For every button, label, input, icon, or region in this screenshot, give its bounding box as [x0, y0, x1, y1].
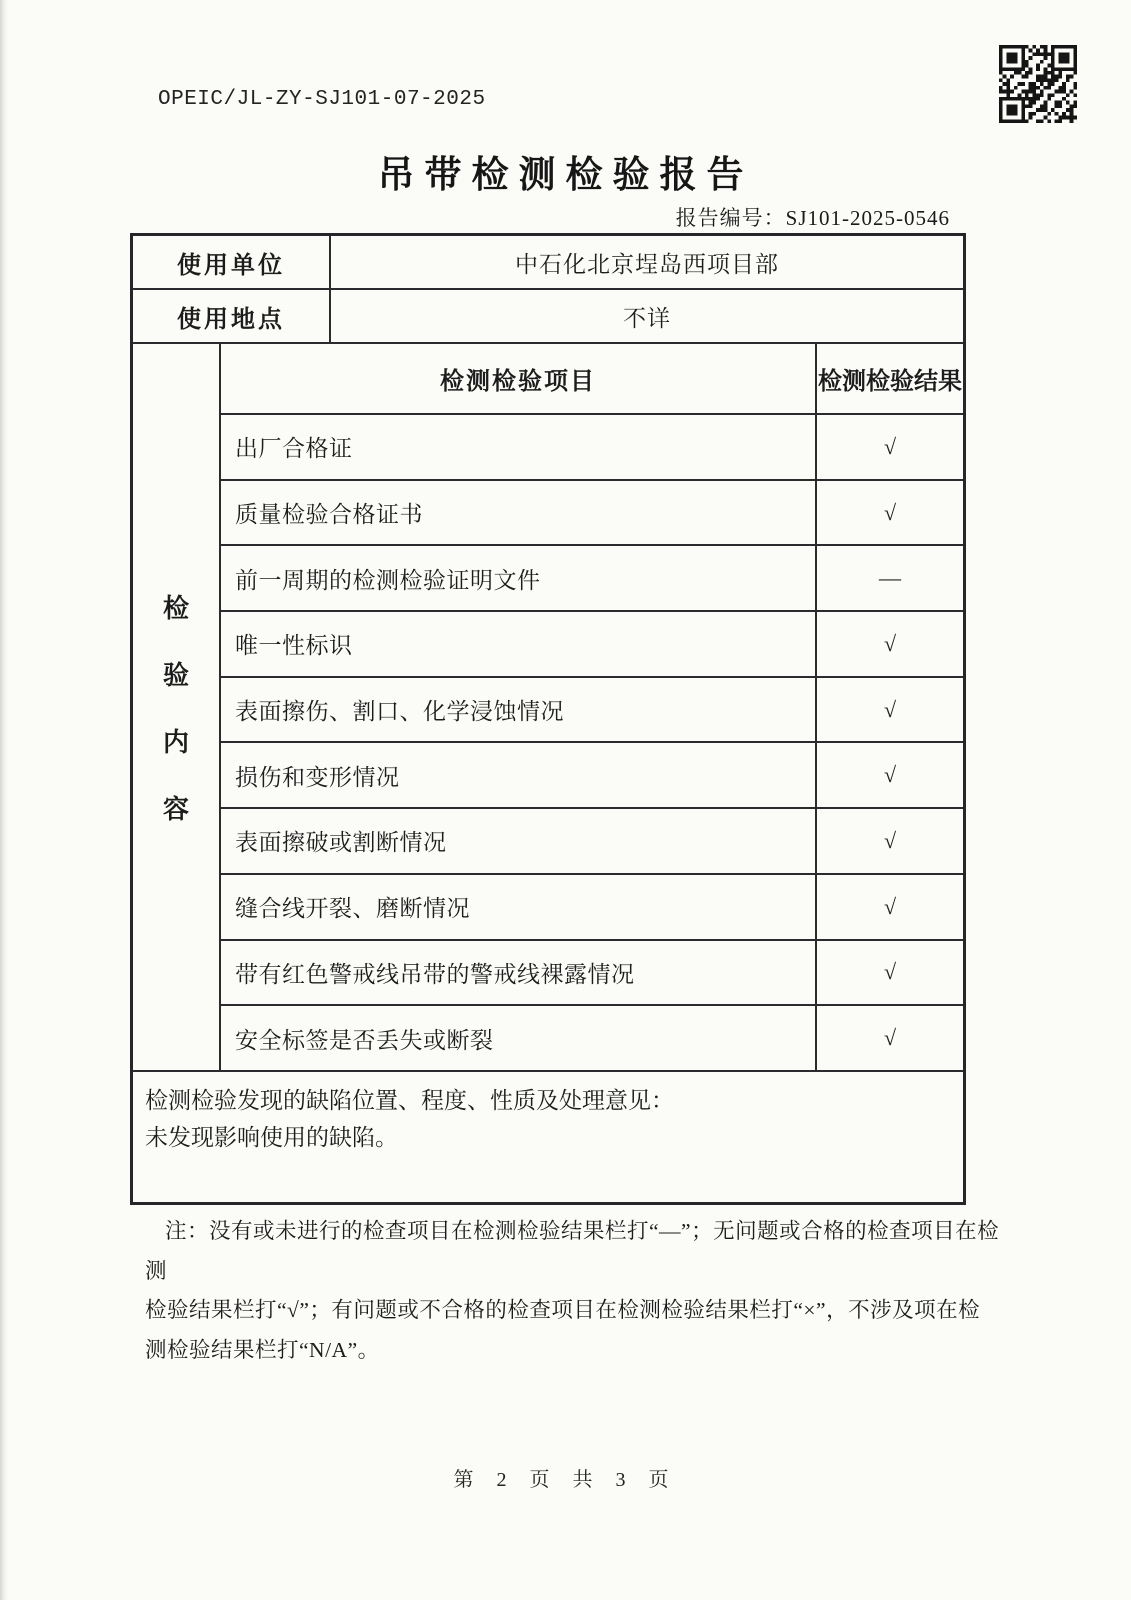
report-number-value: SJ101-2025-0546: [785, 206, 950, 230]
footnote: [145, 1212, 1011, 1370]
section-label-char: 验: [162, 660, 189, 690]
info-label: 使用地点: [133, 290, 331, 342]
scan-edge-shadow: [0, 0, 8, 1600]
footnote-line: 测检验结果栏打“N/A”。: [145, 1337, 380, 1362]
column-header-result: 检测检验结果: [815, 344, 963, 413]
page-number: 第 2 页 共 3 页: [453, 1469, 678, 1491]
result-cell: √: [815, 743, 963, 807]
defect-remarks-heading: 检测检验发现的缺陷位置、程度、性质及处理意见：: [145, 1087, 674, 1113]
report-number: [676, 202, 950, 232]
result-cell: √: [815, 941, 963, 1005]
table-row: [221, 741, 963, 807]
section-label-char: 容: [162, 794, 189, 824]
item-cell: 带有红色警戒线吊带的警戒线裸露情况: [235, 961, 635, 987]
item-cell: 损伤和变形情况: [235, 764, 400, 790]
footnote-line: 注：没有或未进行的检查项目在检测检验结果栏打“—”；无问题或合格的检查项目在检测: [145, 1219, 1000, 1283]
table-row: [221, 610, 963, 676]
result-cell: √: [815, 678, 963, 742]
item-cell: 安全标签是否丢失或断裂: [235, 1027, 494, 1053]
section-rows: [221, 344, 963, 1070]
item-cell: 出厂合格证: [235, 436, 353, 462]
qr-code-icon: [999, 45, 1077, 123]
info-label: 使用单位: [133, 236, 331, 288]
info-value: 中石化北京埕岛西项目部: [515, 251, 779, 277]
table-header-row: [221, 344, 963, 413]
result-cell: √: [815, 875, 963, 939]
table-row: [221, 544, 963, 610]
item-cell: 唯一性标识: [235, 633, 353, 659]
table-row: [221, 413, 963, 479]
result-cell: √: [815, 612, 963, 676]
inspection-section: [133, 344, 963, 1072]
item-cell: 前一周期的检测检验证明文件: [235, 567, 541, 593]
table-row: [221, 479, 963, 545]
column-header-item: 检测检验项目: [440, 369, 596, 395]
defect-remarks: [133, 1072, 963, 1202]
info-value: 不详: [623, 305, 671, 331]
section-label-vertical: [133, 344, 221, 1070]
item-cell: 缝合线开裂、磨断情况: [235, 896, 470, 922]
result-cell: —: [815, 546, 963, 610]
footnote-line: 检验结果栏打“√”；有问题或不合格的检查项目在检测检验结果栏打“×”，不涉及项在检: [145, 1298, 981, 1322]
document-code: OPEIC/JL-ZY-SJ101-07-2025: [158, 88, 486, 111]
table-row: [221, 1004, 963, 1070]
item-cell: 表面擦破或割断情况: [235, 830, 447, 856]
table-row: [221, 676, 963, 742]
table-row: [221, 873, 963, 939]
item-cell: 质量检验合格证书: [235, 502, 423, 528]
result-cell: √: [815, 809, 963, 873]
defect-remarks-content: 未发现影响使用的缺陷。: [145, 1124, 398, 1150]
section-label-char: 检: [162, 593, 189, 623]
table-row: [221, 939, 963, 1005]
result-cell: √: [815, 415, 963, 479]
inspection-table: [130, 233, 966, 1205]
result-cell: √: [815, 1006, 963, 1070]
report-number-label: 报告编号：: [675, 206, 786, 230]
page-title: 吊带检测检验报告: [377, 155, 754, 196]
table-row: [221, 807, 963, 873]
section-label-char: 内: [162, 727, 189, 757]
info-row-unit: [133, 236, 963, 290]
result-cell: √: [815, 481, 963, 545]
info-row-location: [133, 290, 963, 344]
item-cell: 表面擦伤、割口、化学浸蚀情况: [235, 699, 564, 725]
